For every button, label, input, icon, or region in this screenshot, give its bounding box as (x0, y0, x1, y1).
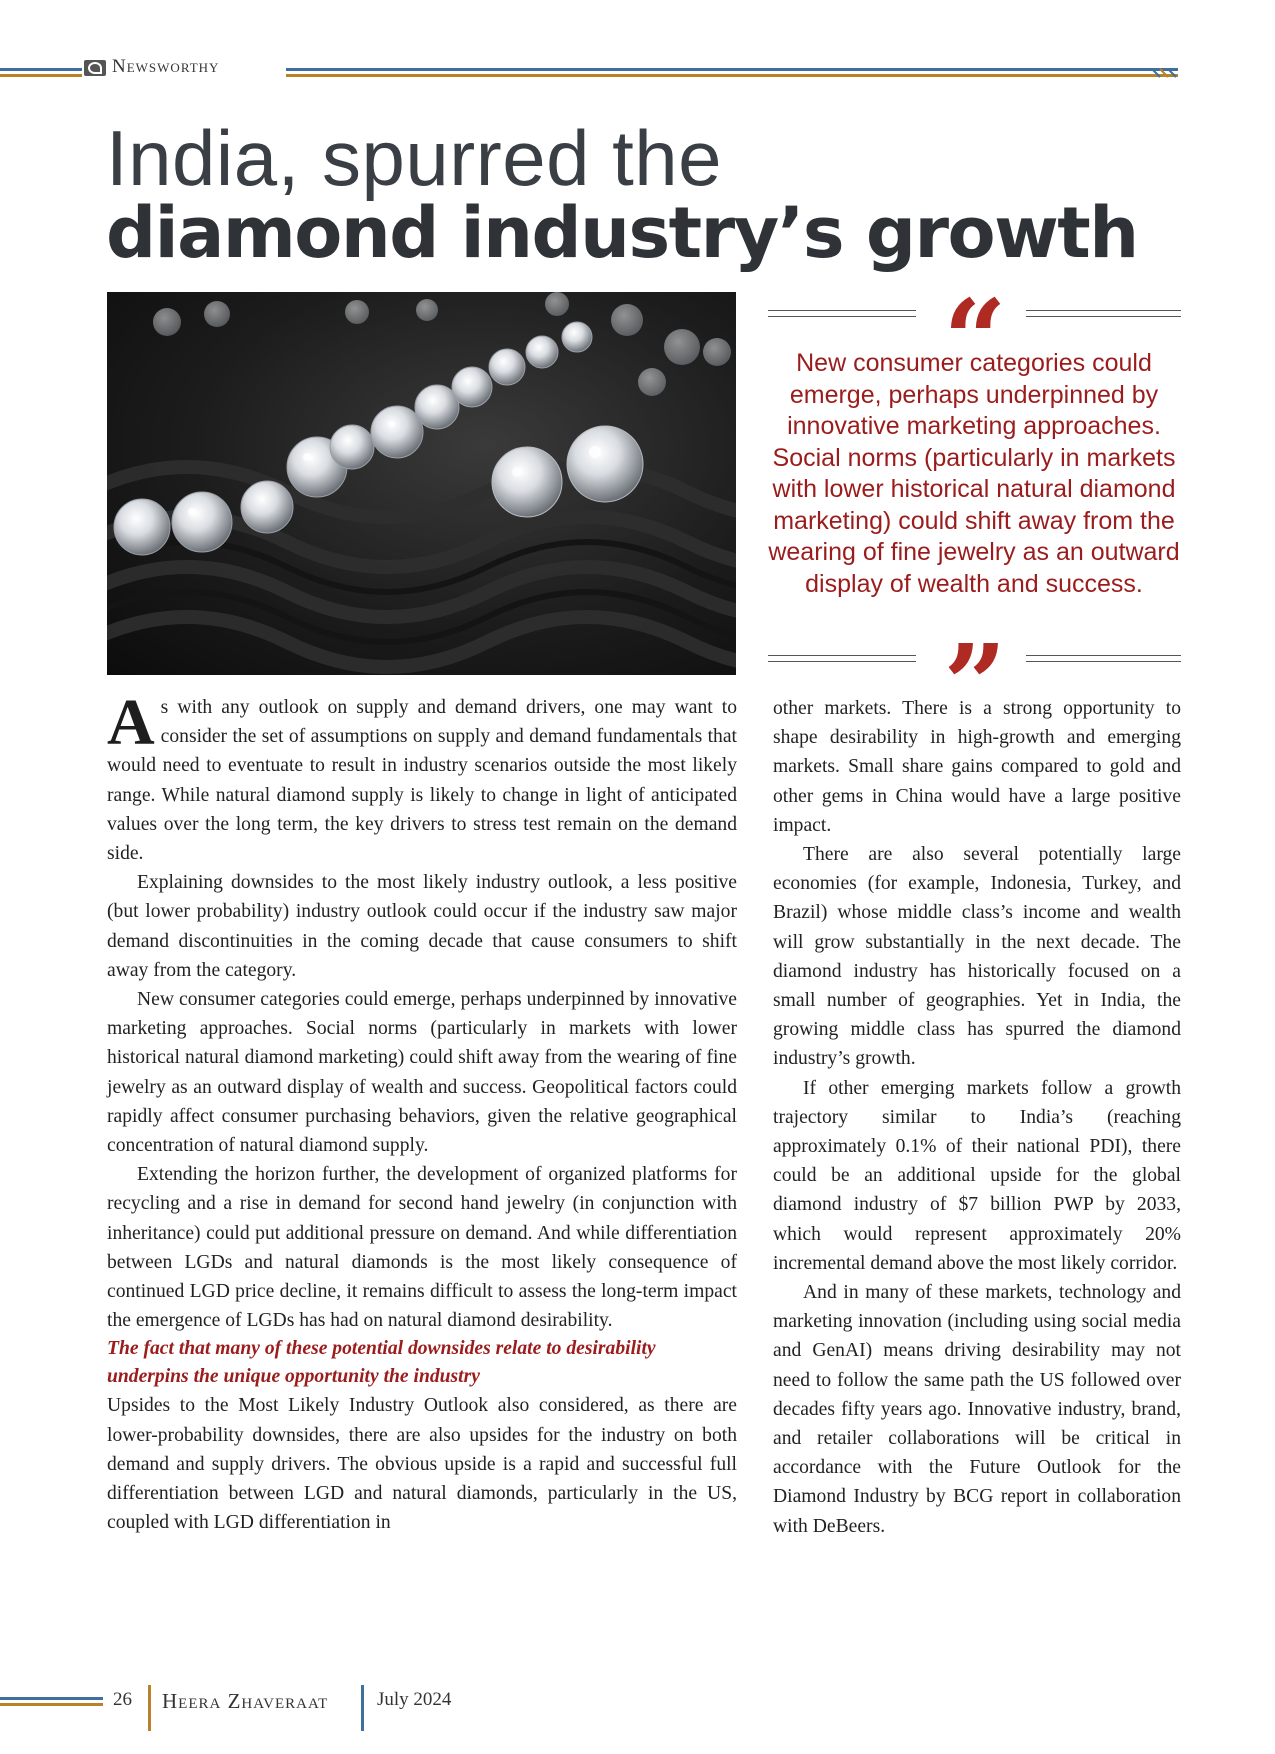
article-column-right (773, 694, 1181, 1541)
quote-rule-bottom-right (1026, 655, 1181, 662)
pull-quote: New consumer categories could emerge, perhaps underpinned by innovative marketing approaches. Social norms (particularly in markets with lower historical natural diamond marketing) could shift away from the wearing of fine jewelry as an outward display of wealth and success. (768, 349, 1180, 598)
magazine-name: Heera Zhaveraat (162, 1689, 329, 1713)
close-quote-icon: ” (943, 620, 1007, 749)
open-quote-icon: “ (943, 275, 1007, 404)
article-paragraph: There are also several potentially large economies (for example, Indonesia, Turkey, and Brazil) whose middle class’s income and wealth will grow substantially in the next decade. The diamond industry has historically focused on a small number of geographies. Yet in India, the growing middle class has spurred the diamond industry’s growth. (773, 844, 1181, 1070)
footer-rule (0, 1697, 103, 1706)
magazine-logo-icon (84, 60, 106, 76)
article-paragraph: New consumer categories could emerge, perhaps underpinned by innovative marketing approaches. Social norms (particularly in markets with lower historical natural diamond marketing) could shift away from the wearing of fine jewelry as an outward display of wealth and success. Geopolitical factors could rapidly affect consumer purchasing behaviors, given the relative geographical concentration of natural diamond supply. (107, 989, 737, 1157)
article-paragraph: Explaining downsides to the most likely industry outlook, a less positive (but lower probability) industry outlook could occur if the industry saw major demand discontinuities in the coming decade that cause consumers to shift away from the category. (107, 872, 737, 981)
jewelry-photo (107, 292, 736, 675)
article-paragraph: As with any outlook on supply and demand drivers, one may want to consider the set of assumptions on supply and demand fundamentals that would need to eventuate to result in industry scenarios outside the most likely range. While natural diamond supply is likely to change in light of anticipated values over the long term, the key drivers to stress test remain on the demand side. (107, 686, 737, 865)
page-number: 26 (113, 1689, 132, 1710)
headline-line-2: diamond industry’s growth (106, 192, 1138, 274)
footer-divider (361, 1685, 364, 1731)
section-header (0, 58, 1275, 88)
section-label: Newsworthy (112, 56, 220, 77)
header-rule-left (0, 68, 82, 77)
article-paragraph: If other emerging markets follow a growth trajectory similar to India’s (reaching approximately 0.1% of their national PDI), there could be an additional upside for the global diamond industry of $7 billion PWP by 2033, which would represent approximately 20% incremental demand above the most likely corridor. (773, 1077, 1181, 1274)
quote-rule-top-right (1026, 310, 1181, 317)
header-rule-right (286, 68, 1178, 77)
article-paragraph: Extending the horizon further, the development of organized platforms for recycling and a rise in demand for second hand jewelry (in conjunction with inheritance) could put additional pressure on demand. And while differentiation between LGDs and natural diamonds is the most likely consequence of continued LGD price decline, it remains difficult to assess the long-term impact the emergence of LGDs has had on natural diamond desirability. (107, 1164, 737, 1332)
headline-line-1: India, spurred the (106, 114, 723, 202)
quote-rule-bottom-left (768, 655, 916, 662)
article-subheading: The fact that many of these potential downsides relate to desirability underpins the unique opportunity the industry (107, 1338, 656, 1388)
quote-rule-top-left (768, 310, 916, 317)
footer-divider (148, 1685, 151, 1731)
header-ornament-icon (1150, 67, 1180, 79)
page-footer (0, 1685, 1275, 1735)
article-paragraph: And in many of these markets, technology and marketing innovation (including using social media and GenAI) means driving desirability may not need to follow the same path the US followed over decades fifty years ago. Innovative industry, brand, and retailer collaborations will be critical in accordance with the Future Outlook for the Diamond Industry by BCG report in collaboration with DeBeers. (773, 1282, 1181, 1537)
article-paragraph: other markets. There is a strong opportunity to shape desirability in high-growth and emerging markets. Small share gains compared to gold and other gems in China would have a large positive impact. (773, 698, 1181, 836)
article-paragraph: Upsides to the Most Likely Industry Outlook also considered, as there are lower-probability downsides, there are also upsides for the industry on both demand and supply drivers. The obvious upside is a rapid and successful full differentiation between LGD and natural diamonds, particularly in the US, coupled with LGD differentiation in (107, 1395, 737, 1534)
issue-date: July 2024 (377, 1689, 452, 1710)
drop-cap: A (107, 686, 155, 759)
article-column-left (107, 686, 737, 1537)
